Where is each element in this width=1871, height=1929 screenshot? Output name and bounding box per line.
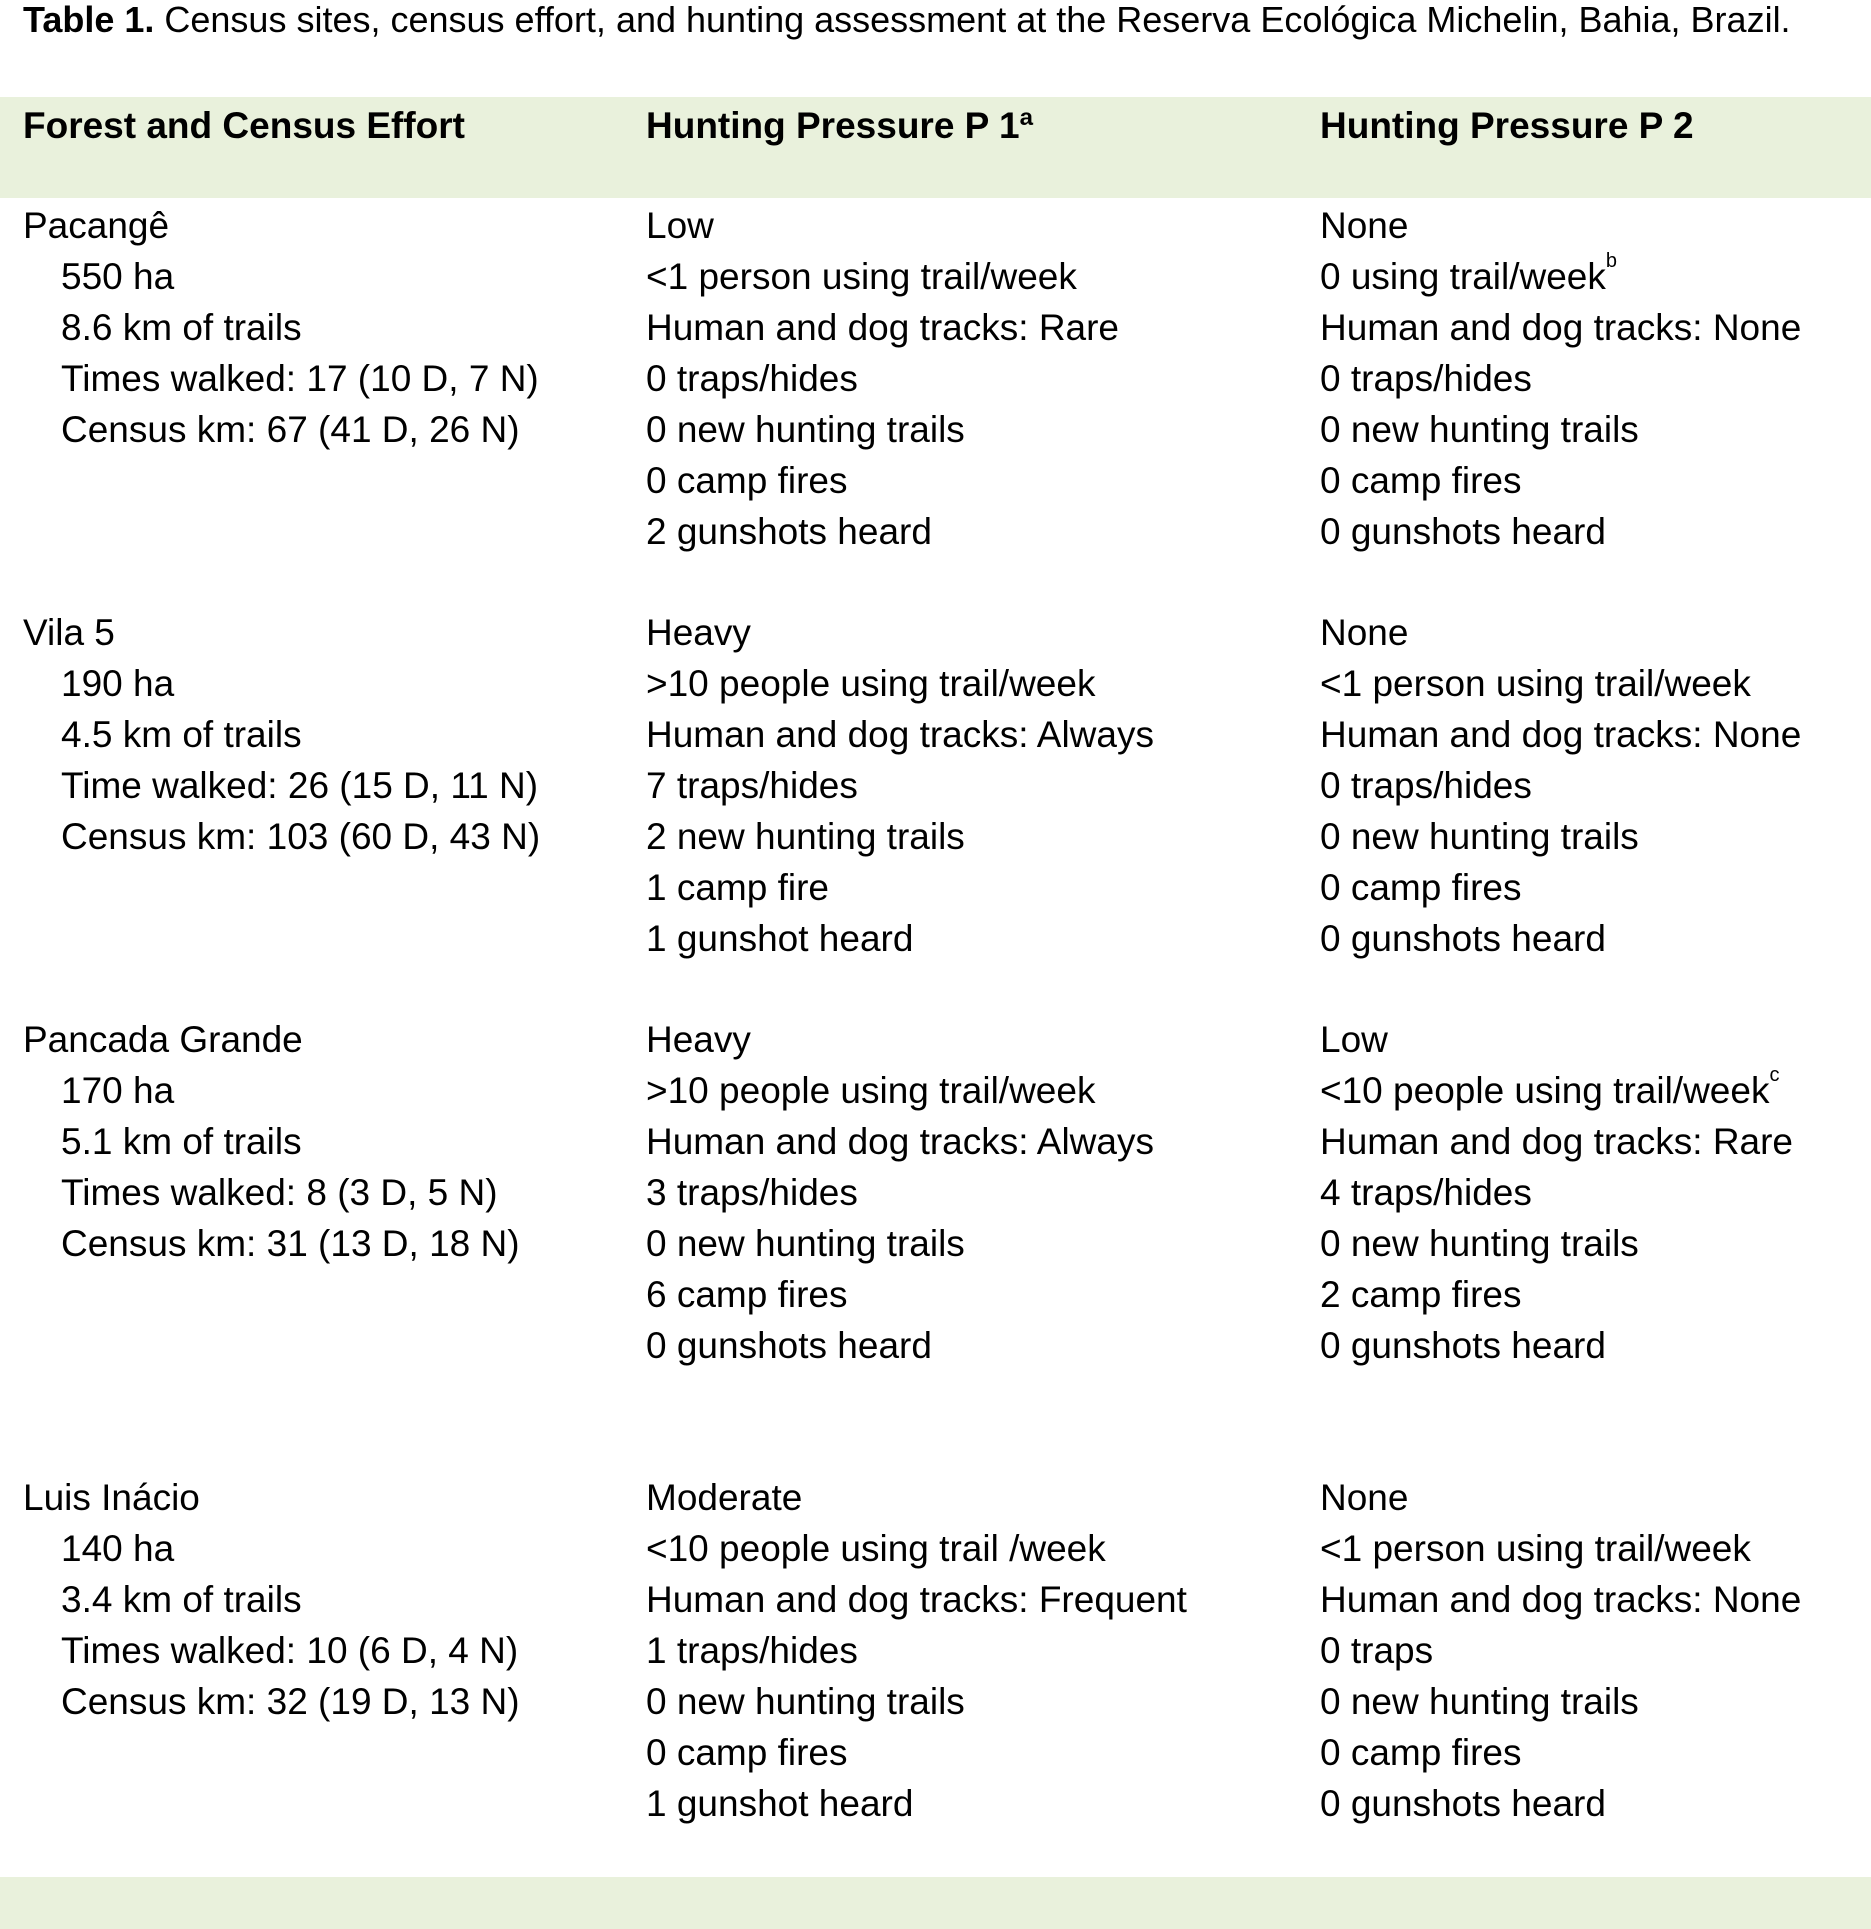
hunting-pressure-p1-cell (646, 1014, 1154, 1371)
cell-line (646, 1218, 1154, 1269)
cell-line (1320, 760, 1801, 811)
hunting-pressure-p2-cell (1320, 1472, 1801, 1829)
cell-line (1320, 913, 1801, 964)
cell-text: 0 new hunting trails (1320, 1223, 1639, 1264)
cell-line (646, 455, 1119, 506)
cell-line (646, 1727, 1187, 1778)
hunting-pressure-p2-cell (1320, 1014, 1793, 1371)
cell-text: <1 person using trail/week (1320, 663, 1751, 704)
cell-text: 550 ha (61, 256, 175, 297)
cell-text: Human and dog tracks: Rare (1320, 1121, 1794, 1162)
cell-text: Luis Inácio (23, 1477, 200, 1518)
cell-text: Times walked: 10 (6 D, 4 N) (61, 1630, 519, 1671)
cell-line (1320, 811, 1801, 862)
cell-line (23, 404, 539, 455)
cell-heading (646, 607, 1154, 658)
table-caption-label: Table 1. (23, 0, 155, 40)
cell-line (646, 302, 1119, 353)
cell-line (646, 1574, 1187, 1625)
forest-effort-cell (23, 1472, 520, 1727)
cell-text: 190 ha (61, 663, 175, 704)
cell-text: Human and dog tracks: Always (646, 1121, 1154, 1162)
cell-line (1320, 1269, 1793, 1320)
cell-line (646, 506, 1119, 557)
cell-text: Human and dog tracks: None (1320, 1579, 1802, 1620)
cell-line (646, 1523, 1187, 1574)
cell-line (646, 913, 1154, 964)
cell-text: 5.1 km of trails (61, 1121, 302, 1162)
cell-text: 6 camp fires (646, 1274, 848, 1315)
cell-line (1320, 353, 1801, 404)
cell-text: None (1320, 205, 1409, 246)
cell-text: Census km: 103 (60 D, 43 N) (61, 816, 541, 857)
cell-line (23, 251, 539, 302)
cell-text: 0 new hunting trails (1320, 409, 1639, 450)
cell-heading (1320, 200, 1801, 251)
column-header-hunting-pressure-p1: Hunting Pressure P 1ª (646, 105, 1034, 146)
cell-text: <10 people using trail/week (1320, 1070, 1770, 1111)
cell-text: 8.6 km of trails (61, 307, 302, 348)
cell-line (646, 811, 1154, 862)
cell-heading (23, 1014, 520, 1065)
cell-heading (23, 607, 540, 658)
cell-line (1320, 1065, 1793, 1116)
cell-text: Time walked: 26 (15 D, 11 N) (61, 765, 539, 806)
cell-text: Times walked: 17 (10 D, 7 N) (61, 358, 539, 399)
cell-heading (646, 1014, 1154, 1065)
cell-text: Census km: 31 (13 D, 18 N) (61, 1223, 520, 1264)
cell-text: <1 person using trail/week (1320, 1528, 1751, 1569)
table-caption-text: Census sites, census effort, and hunting assessment at the Reserva Ecológica Michelin, Bahia, Brazil. (154, 0, 1791, 40)
cell-text: Heavy (646, 612, 751, 653)
cell-text: 1 traps/hides (646, 1630, 858, 1671)
cell-heading (646, 200, 1119, 251)
cell-text: 140 ha (61, 1528, 175, 1569)
cell-text: Human and dog tracks: None (1320, 307, 1802, 348)
cell-heading (1320, 1472, 1801, 1523)
cell-text: 2 new hunting trails (646, 816, 965, 857)
cell-text: 0 new hunting trails (646, 409, 965, 450)
cell-text: 2 camp fires (1320, 1274, 1522, 1315)
cell-line (646, 1320, 1154, 1371)
cell-line (1320, 1574, 1801, 1625)
column-header-forest-effort: Forest and Census Effort (23, 105, 465, 146)
hunting-pressure-p1-cell (646, 200, 1119, 557)
cell-line (23, 760, 540, 811)
cell-line (23, 353, 539, 404)
cell-line (646, 1676, 1187, 1727)
cell-line (1320, 1116, 1793, 1167)
cell-heading (23, 200, 539, 251)
cell-heading (646, 1472, 1187, 1523)
cell-line (646, 709, 1154, 760)
cell-text: 0 new hunting trails (646, 1681, 965, 1722)
cell-line (1320, 1167, 1793, 1218)
cell-text: Vila 5 (23, 612, 115, 653)
cell-line (1320, 658, 1801, 709)
table-caption (23, 0, 1791, 40)
cell-line (23, 1625, 520, 1676)
cell-line (646, 251, 1119, 302)
cell-line (23, 1167, 520, 1218)
cell-line (23, 1116, 520, 1167)
cell-line (646, 1778, 1187, 1829)
cell-text: <1 person using trail/week (646, 256, 1077, 297)
cell-line (646, 658, 1154, 709)
cell-text: Low (1320, 1019, 1388, 1060)
cell-heading (1320, 607, 1801, 658)
cell-text: 2 gunshots heard (646, 511, 932, 552)
hunting-pressure-p2-cell (1320, 607, 1801, 964)
cell-text: 3 traps/hides (646, 1172, 858, 1213)
cell-line (1320, 302, 1801, 353)
cell-text: 0 new hunting trails (1320, 1681, 1639, 1722)
cell-line (23, 709, 540, 760)
forest-effort-cell (23, 607, 540, 862)
cell-text: Pancada Grande (23, 1019, 303, 1060)
cell-text: 0 gunshots heard (1320, 1325, 1606, 1366)
cell-line (1320, 1523, 1801, 1574)
cell-text: Times walked: 8 (3 D, 5 N) (61, 1172, 498, 1213)
cell-text: 0 traps/hides (646, 358, 858, 399)
cell-line (1320, 1676, 1801, 1727)
hunting-pressure-p1-cell (646, 1472, 1187, 1829)
cell-text: 3.4 km of trails (61, 1579, 302, 1620)
cell-line (1320, 251, 1801, 302)
cell-text: >10 people using trail/week (646, 1070, 1096, 1111)
cell-line (23, 1523, 520, 1574)
cell-text: <10 people using trail /week (646, 1528, 1106, 1569)
cell-text: None (1320, 612, 1409, 653)
cell-line (23, 1676, 520, 1727)
footnote-marker: b (1605, 250, 1617, 272)
cell-text: Human and dog tracks: Always (646, 714, 1154, 755)
cell-line (1320, 1625, 1801, 1676)
cell-text: Census km: 32 (19 D, 13 N) (61, 1681, 520, 1722)
cell-text: 7 traps/hides (646, 765, 858, 806)
cell-line (646, 404, 1119, 455)
cell-text: 1 camp fire (646, 867, 830, 908)
cell-text: 0 traps (1320, 1630, 1434, 1671)
cell-text: None (1320, 1477, 1409, 1518)
cell-text: 0 traps/hides (1320, 765, 1532, 806)
cell-heading (1320, 1014, 1793, 1065)
cell-line (23, 302, 539, 353)
cell-text: 1 gunshot heard (646, 1783, 914, 1824)
cell-text: 0 gunshots heard (646, 1325, 932, 1366)
cell-text: 4 traps/hides (1320, 1172, 1532, 1213)
column-header-hunting-pressure-p2: Hunting Pressure P 2 (1320, 105, 1694, 146)
cell-line (646, 353, 1119, 404)
cell-text: 170 ha (61, 1070, 175, 1111)
footnote-marker: c (1769, 1064, 1780, 1086)
cell-line (646, 1116, 1154, 1167)
cell-line (1320, 1320, 1793, 1371)
cell-text: Heavy (646, 1019, 751, 1060)
cell-line (646, 1167, 1154, 1218)
cell-text: Human and dog tracks: Frequent (646, 1579, 1187, 1620)
cell-text: 0 gunshots heard (1320, 918, 1606, 959)
cell-line (646, 1065, 1154, 1116)
cell-text: 1 gunshot heard (646, 918, 914, 959)
cell-line (1320, 1218, 1793, 1269)
forest-effort-cell (23, 1014, 520, 1269)
cell-text: >10 people using trail/week (646, 663, 1096, 704)
cell-text: Low (646, 205, 714, 246)
cell-line (23, 1218, 520, 1269)
cell-line (646, 760, 1154, 811)
cell-line (1320, 506, 1801, 557)
hunting-pressure-p2-cell (1320, 200, 1801, 557)
cell-line (646, 862, 1154, 913)
cell-text: Human and dog tracks: Rare (646, 307, 1120, 348)
cell-line (1320, 709, 1801, 760)
cell-text: 0 using trail/week (1320, 256, 1606, 297)
cell-text: 0 traps/hides (1320, 358, 1532, 399)
cell-line (646, 1269, 1154, 1320)
cell-line (1320, 1727, 1801, 1778)
forest-effort-cell (23, 200, 539, 455)
cell-line (1320, 404, 1801, 455)
cell-line (1320, 1778, 1801, 1829)
cell-text: 0 new hunting trails (1320, 816, 1639, 857)
cell-line (23, 1574, 520, 1625)
table-footer-rule (0, 1877, 1871, 1929)
cell-line (23, 1065, 520, 1116)
cell-text: 0 camp fires (646, 460, 848, 501)
cell-line (646, 1625, 1187, 1676)
cell-heading (23, 1472, 520, 1523)
cell-text: 0 camp fires (1320, 1732, 1522, 1773)
cell-text: Census km: 67 (41 D, 26 N) (61, 409, 520, 450)
cell-text: 0 camp fires (1320, 460, 1522, 501)
cell-text: 0 gunshots heard (1320, 511, 1606, 552)
cell-text: Human and dog tracks: None (1320, 714, 1802, 755)
cell-text: 0 gunshots heard (1320, 1783, 1606, 1824)
cell-line (23, 658, 540, 709)
cell-text: 0 camp fires (646, 1732, 848, 1773)
cell-text: 0 new hunting trails (646, 1223, 965, 1264)
cell-line (23, 811, 540, 862)
cell-text: Pacangê (23, 205, 170, 246)
cell-text: Moderate (646, 1477, 803, 1518)
hunting-pressure-p1-cell (646, 607, 1154, 964)
cell-line (1320, 455, 1801, 506)
cell-text: 0 camp fires (1320, 867, 1522, 908)
cell-line (1320, 862, 1801, 913)
cell-text: 4.5 km of trails (61, 714, 302, 755)
